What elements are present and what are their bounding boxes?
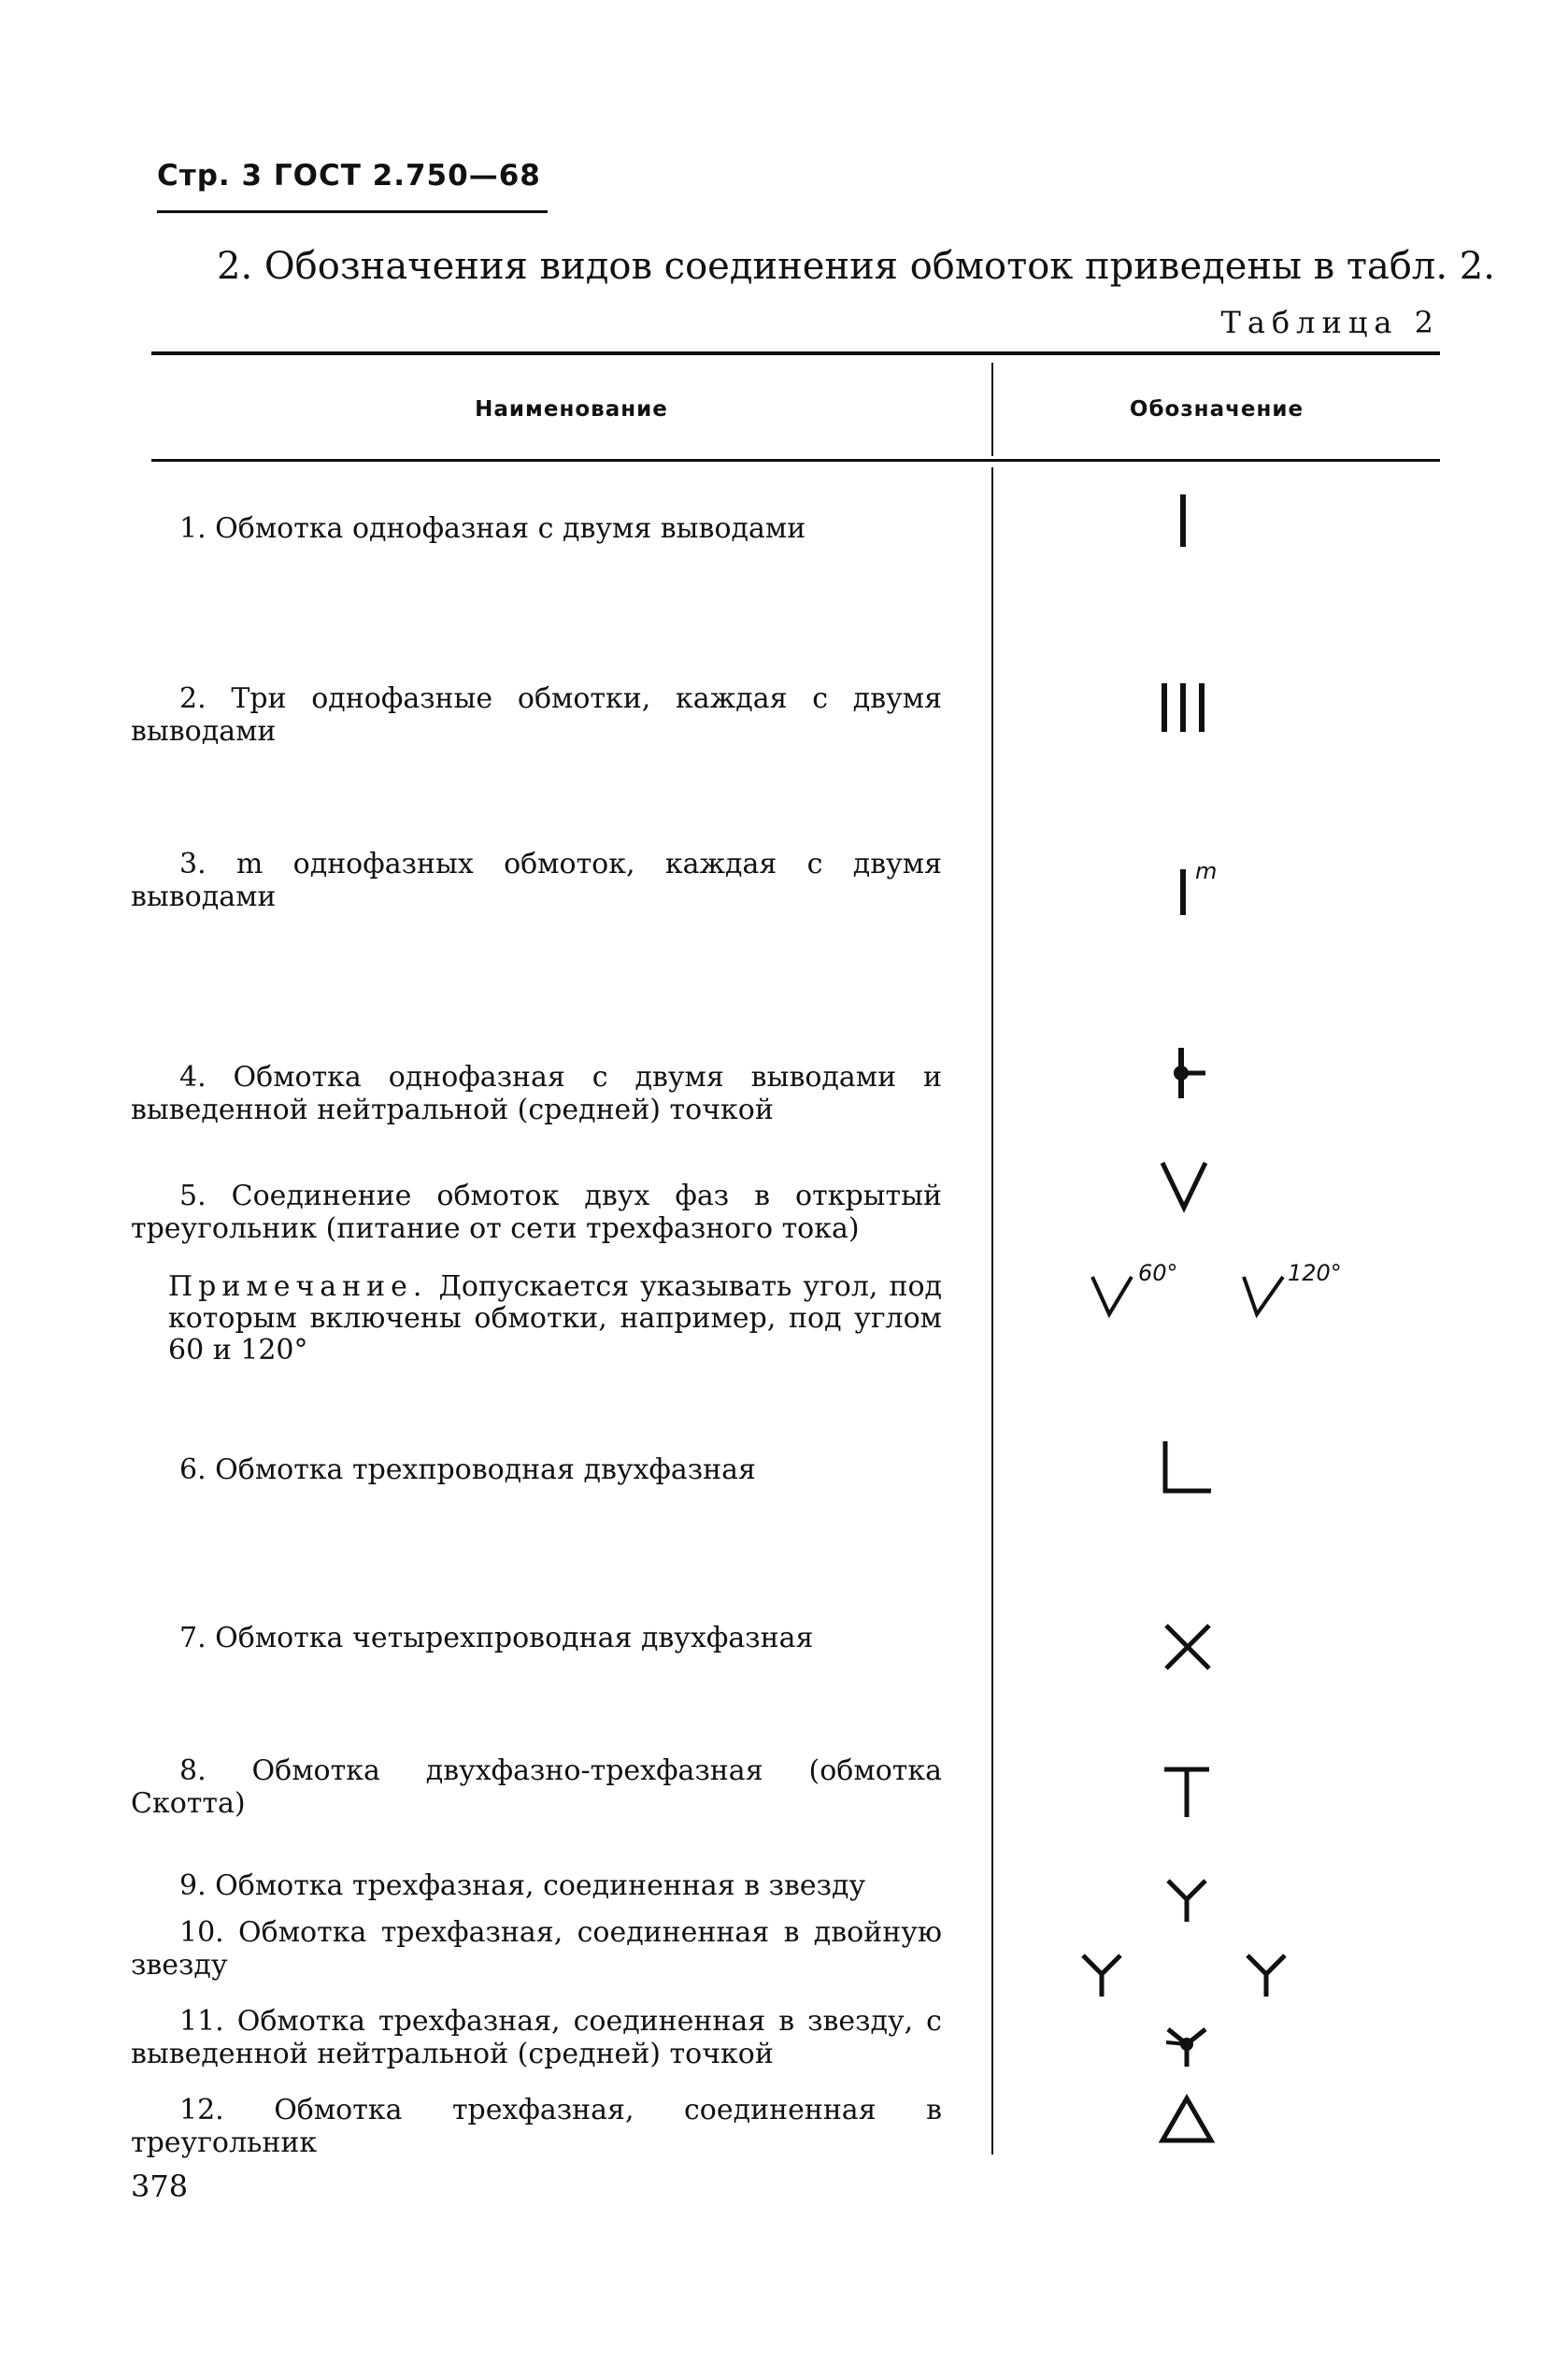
row-5-note xyxy=(168,1271,942,1367)
table-row xyxy=(131,1754,942,1820)
row-7-text: 7. Обмотка четырехпроводная двухфазная xyxy=(179,1622,814,1654)
row-5-text: 5. Соединение обмоток двух фаз в открытый треугольник (питание от сети трехфазного тока) xyxy=(131,1180,942,1245)
row-11-text: 11. Обмотка трехфазная, соединенная в звезду, с выведенной нейтральной (средней) точкой xyxy=(131,2005,942,2070)
delta-icon xyxy=(1159,2094,1215,2145)
open-delta-120-icon xyxy=(1240,1271,1287,1318)
column-header-name: Наименование xyxy=(475,397,668,422)
row-10-text: 10. Обмотка трехфазная, соединенная в двойную звезду xyxy=(131,1916,942,1982)
running-head: Стр. 3 ГОСТ 2.750—68 xyxy=(157,159,541,193)
table-row xyxy=(131,1180,942,1245)
table-row xyxy=(131,1916,942,1982)
table-caption: Таблица 2 xyxy=(1220,305,1440,340)
table-row xyxy=(131,1453,942,1486)
two-phase-four-wire-icon xyxy=(1162,1622,1213,1672)
table-top-rule xyxy=(151,351,1440,355)
column-divider xyxy=(991,467,993,2154)
star-icon xyxy=(1164,1877,1209,1924)
page-number: 378 xyxy=(131,2169,189,2204)
table-header-rule xyxy=(151,459,1440,462)
row-3-text: 3. m однофазных обмоток, каждая с двумя выводами xyxy=(131,848,942,913)
row-2-text: 2. Три однофазные обмотки, каждая с двумя выводами xyxy=(131,682,942,748)
column-header-symbol: Обозначение xyxy=(1129,397,1304,422)
table-row xyxy=(131,1622,942,1654)
table-row xyxy=(131,1061,942,1126)
intro-paragraph: 2. Обозначения видов соединения обмоток приведены в табл. 2. xyxy=(217,245,1495,288)
single-winding-neutral-icon xyxy=(1162,1045,1209,1101)
table-row xyxy=(131,1869,942,1902)
open-delta-60-icon xyxy=(1089,1271,1135,1318)
row-9-text: 9. Обмотка трехфазная, соединенная в звезду xyxy=(179,1869,866,1902)
double-star-right-icon xyxy=(1244,1952,1289,1998)
double-star-left-icon xyxy=(1079,1952,1124,1998)
angle-120-label: 120° xyxy=(1288,1260,1342,1286)
row-12-text: 12. Обмотка трехфазная, соединенная в треугольник xyxy=(131,2094,942,2159)
m-windings-icon xyxy=(1174,866,1192,917)
table-row xyxy=(131,2094,942,2159)
table-row xyxy=(131,512,942,545)
row-4-text: 4. Обмотка однофазная с двумя выводами и выведенной нейтральной (средней) точкой xyxy=(131,1061,942,1126)
star-neutral-icon xyxy=(1164,2024,1211,2070)
table-row xyxy=(131,682,942,748)
table-row xyxy=(131,2005,942,2070)
header-column-divider xyxy=(991,363,993,456)
note-label: Примечание. xyxy=(168,1270,428,1303)
table-row xyxy=(131,848,942,913)
note-text: Допускается указывать угол, под которым включены обмотки, например, под углом 60 и 120° xyxy=(168,1270,942,1367)
row-8-text: 8. Обмотка двухфазно-трехфазная (обмотка Скотта) xyxy=(131,1754,942,1820)
angle-60-label: 60° xyxy=(1138,1260,1178,1286)
scott-winding-icon xyxy=(1161,1765,1213,1819)
three-windings-icon xyxy=(1157,680,1213,735)
two-phase-three-wire-icon xyxy=(1161,1439,1213,1496)
row-1-text: 1. Обмотка однофазная с двумя выводами xyxy=(179,512,806,545)
m-superscript: m xyxy=(1195,858,1218,884)
open-delta-icon xyxy=(1159,1159,1209,1211)
header-rule xyxy=(157,210,548,213)
row-6-text: 6. Обмотка трехпроводная двухфазная xyxy=(179,1453,756,1486)
single-winding-icon xyxy=(1174,493,1192,549)
